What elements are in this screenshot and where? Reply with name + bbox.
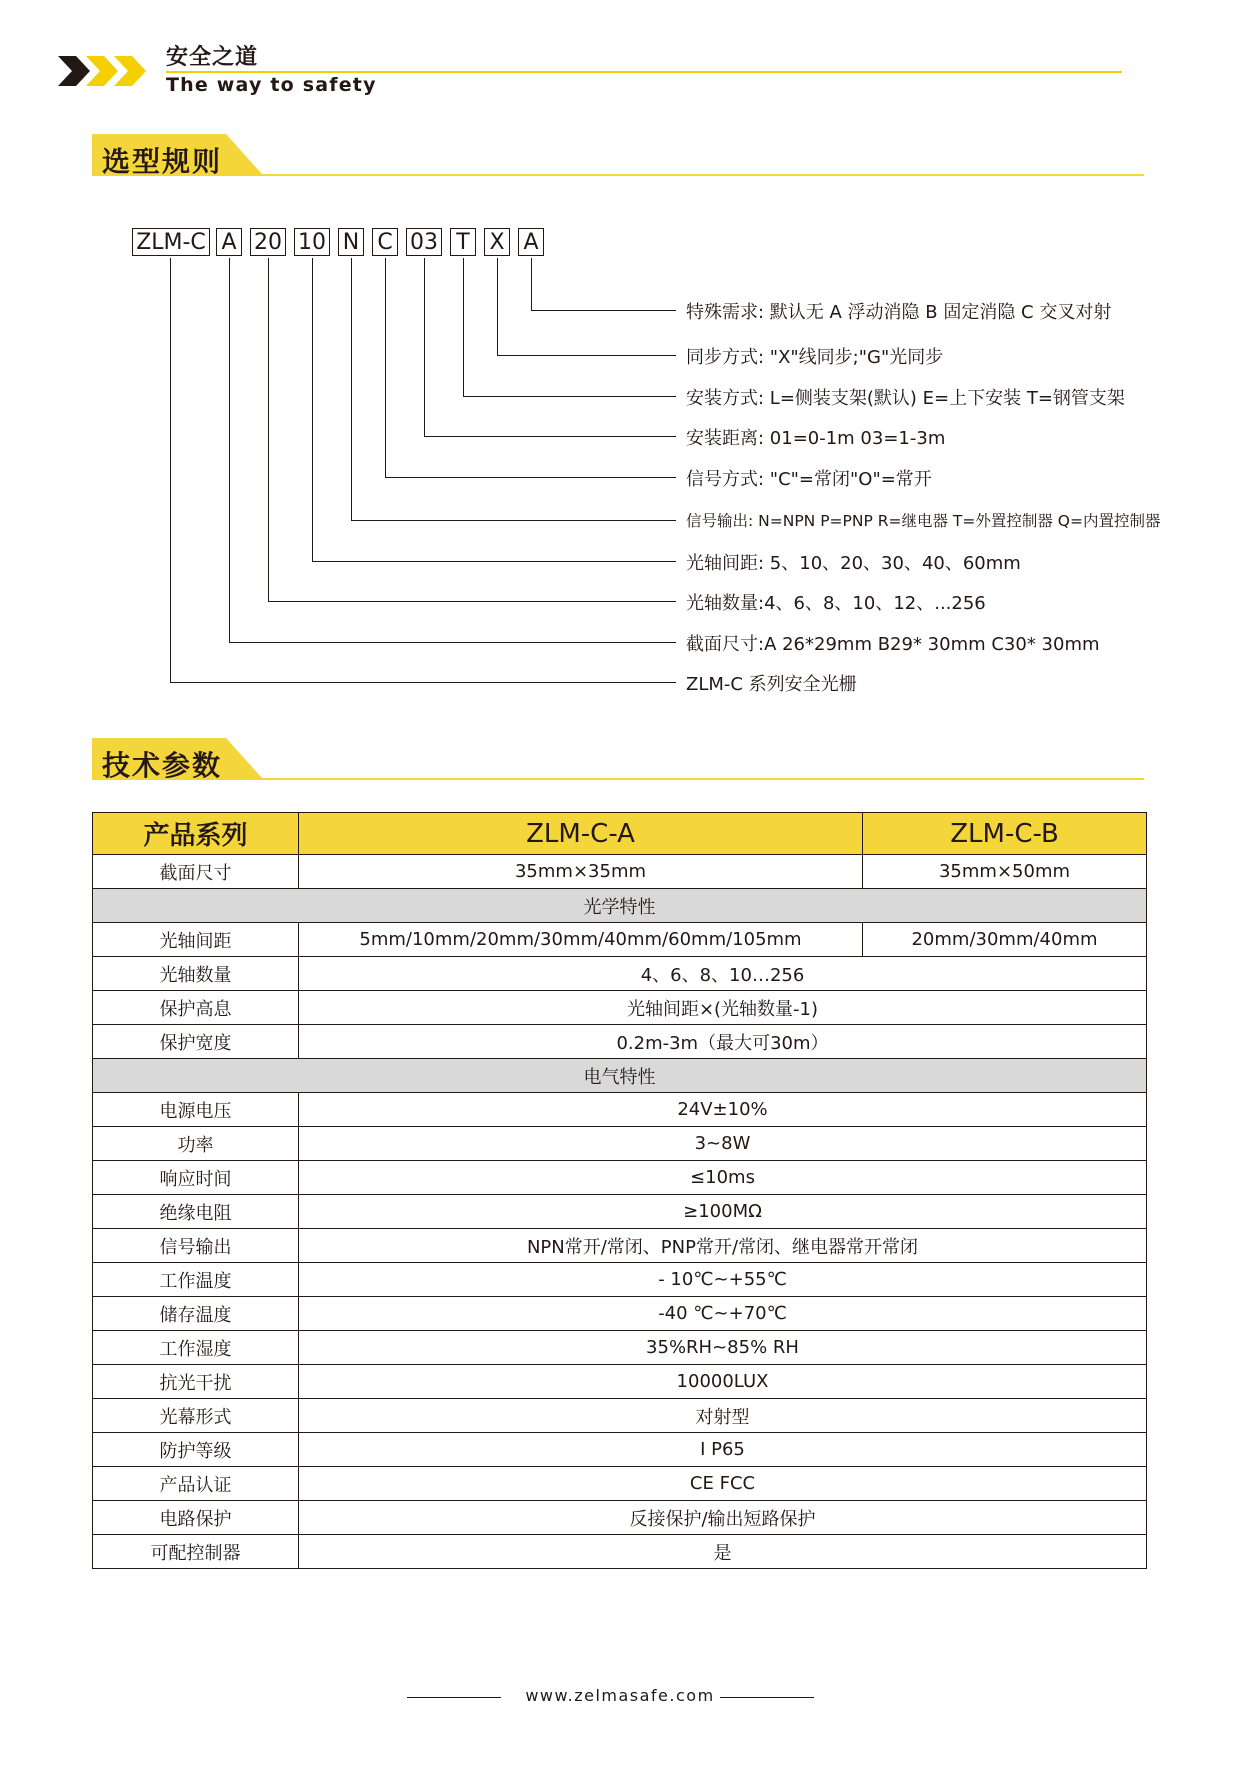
code-part-signal: C: [372, 228, 398, 256]
row-label: 光幕形式: [93, 1399, 299, 1433]
table-row: [93, 1399, 1147, 1433]
table-row: [93, 1433, 1147, 1467]
brand-divider: [166, 71, 1122, 73]
group-row-electrical: [93, 1059, 1147, 1093]
row-value: 35%RH~85% RH: [299, 1331, 1147, 1365]
code-part-section: A: [216, 228, 242, 256]
row-label: 功率: [93, 1127, 299, 1161]
row-label: 光轴数量: [93, 957, 299, 991]
selection-section-header: [92, 134, 1144, 182]
desc-axis-spacing: 光轴间距: 5、10、20、30、40、60mm: [686, 553, 1021, 574]
row-label: 电路保护: [93, 1501, 299, 1535]
row-value: 反接保护/输出短路保护: [299, 1501, 1147, 1535]
row-value: ≥100MΩ: [299, 1195, 1147, 1229]
table-header-row: [93, 813, 1147, 855]
row-value: CE FCC: [299, 1467, 1147, 1501]
footer-website: www.zelmasafe.com: [525, 1686, 715, 1705]
row-label: 保护宽度: [93, 1025, 299, 1059]
row-value: ≤10ms: [299, 1161, 1147, 1195]
code-part-distance: 03: [406, 228, 442, 256]
brand-name: 安全之道: [166, 45, 259, 70]
row-label: 电源电压: [93, 1093, 299, 1127]
desc-mount-mode: 安装方式: L=侧装支架(默认) E=上下安装 T=钢管支架: [686, 388, 1125, 409]
desc-special-requirement: 特殊需求: 默认无 A 浮动消隐 B 固定消隐 C 交叉对射: [686, 302, 1112, 323]
code-part-series: ZLM-C: [132, 228, 210, 256]
row-label: 截面尺寸: [93, 855, 299, 889]
row-value: NPN常开/常闭、PNP常开/常闭、继电器常开常闭: [299, 1229, 1147, 1263]
group-label: 电气特性: [93, 1059, 1147, 1093]
table-row: [93, 1093, 1147, 1127]
header-series-label: 产品系列: [93, 813, 299, 855]
code-part-special: A: [518, 228, 544, 256]
selection-title: 选型规则: [102, 145, 223, 178]
row-value: - 10℃~+55℃: [299, 1263, 1147, 1297]
table-row: [93, 1263, 1147, 1297]
row-value-a: 35mm×35mm: [299, 855, 863, 889]
table-row: [93, 1331, 1147, 1365]
desc-axis-count: 光轴数量:4、6、8、10、12、...256: [686, 593, 986, 614]
group-label: 光学特性: [93, 889, 1147, 923]
row-value: -40 ℃~+70℃: [299, 1297, 1147, 1331]
row-value: 4、6、8、10…256: [299, 957, 1147, 991]
row-label: 抗光干扰: [93, 1365, 299, 1399]
table-row: [93, 1501, 1147, 1535]
row-value-a: 5mm/10mm/20mm/30mm/40mm/60mm/105mm: [299, 923, 863, 957]
table-row: [93, 1297, 1147, 1331]
row-label: 光轴间距: [93, 923, 299, 957]
group-row-optical: [93, 889, 1147, 923]
row-value: 3~8W: [299, 1127, 1147, 1161]
row-value: 对射型: [299, 1399, 1147, 1433]
row-value: 是: [299, 1535, 1147, 1569]
desc-signal-mode: 信号方式: "C"=常闭"O"=常开: [686, 469, 932, 490]
table-row: [93, 1535, 1147, 1569]
table-row: [93, 1229, 1147, 1263]
code-part-output: N: [338, 228, 364, 256]
row-label: 产品认证: [93, 1467, 299, 1501]
row-label: 保护高息: [93, 991, 299, 1025]
table-row: [93, 991, 1147, 1025]
code-part-sync: X: [484, 228, 510, 256]
specs-title: 技术参数: [102, 749, 223, 782]
row-value: I P65: [299, 1433, 1147, 1467]
brand-chevron-logo: [58, 56, 154, 86]
desc-section-size: 截面尺寸:A 26*29mm B29* 30mm C30* 30mm: [686, 634, 1100, 655]
row-value: 0.2m-3m（最大可30m）: [299, 1025, 1147, 1059]
table-row: [93, 1195, 1147, 1229]
row-label: 绝缘电阻: [93, 1195, 299, 1229]
desc-signal-output: 信号输出: N=NPN P=PNP R=继电器 T=外置控制器 Q=内置控制器: [686, 512, 1161, 530]
spec-table: [92, 812, 1147, 1569]
row-value: 10000LUX: [299, 1365, 1147, 1399]
desc-sync-mode: 同步方式: "X"线同步;"G"光同步: [686, 347, 944, 368]
row-label: 防护等级: [93, 1433, 299, 1467]
desc-series: ZLM-C 系列安全光栅: [686, 674, 857, 695]
code-part-mount: T: [450, 228, 476, 256]
row-value: 光轴间距×(光轴数量-1): [299, 991, 1147, 1025]
row-label: 工作温度: [93, 1263, 299, 1297]
header-model-b: ZLM-C-B: [863, 813, 1147, 855]
specs-section-header: [92, 738, 1144, 786]
desc-mount-distance: 安装距离: 01=0-1m 03=1-3m: [686, 428, 946, 449]
header-model-a: ZLM-C-A: [299, 813, 863, 855]
table-row: [93, 855, 1147, 889]
row-label: 可配控制器: [93, 1535, 299, 1569]
table-row: [93, 1161, 1147, 1195]
row-label: 信号输出: [93, 1229, 299, 1263]
table-row: [93, 1365, 1147, 1399]
row-label: 工作湿度: [93, 1331, 299, 1365]
row-value-b: 35mm×50mm: [863, 855, 1147, 889]
table-row: [93, 1025, 1147, 1059]
row-label: 响应时间: [93, 1161, 299, 1195]
row-value: 24V±10%: [299, 1093, 1147, 1127]
code-part-axis-spacing: 10: [294, 228, 330, 256]
table-row: [93, 923, 1147, 957]
row-value-b: 20mm/30mm/40mm: [863, 923, 1147, 957]
code-part-axis-count: 20: [250, 228, 286, 256]
row-label: 储存温度: [93, 1297, 299, 1331]
footer-divider-right: [720, 1697, 814, 1698]
table-row: [93, 1467, 1147, 1501]
table-row: [93, 957, 1147, 991]
table-row: [93, 1127, 1147, 1161]
brand-slogan: The way to safety: [166, 74, 377, 96]
